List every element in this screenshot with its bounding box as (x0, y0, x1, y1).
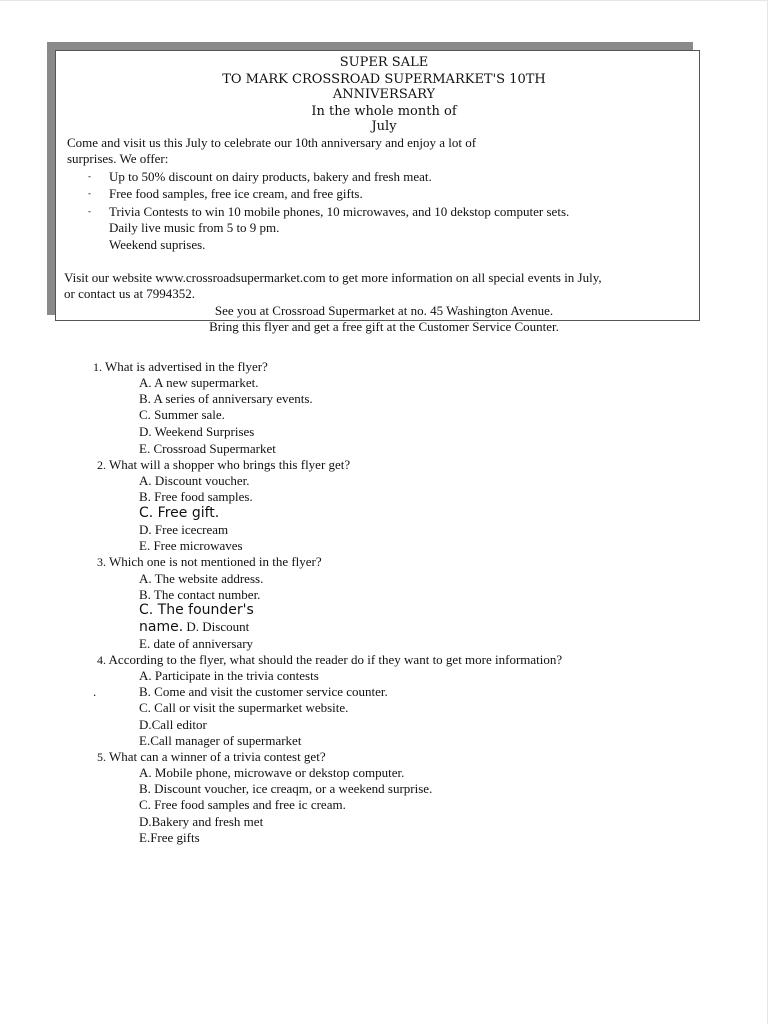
offer-item: Weekend suprises. (109, 237, 206, 252)
flyer-footer: Bring this flyer and get a free gift at the Customer Service Counter. (209, 319, 559, 334)
question-number: 3. (97, 555, 106, 569)
flyer-contact: Visit our website www.crossroadsupermarket.com to get more information on all special events in July, (64, 270, 602, 285)
question-text: What will a shopper who brings this flyer get? (109, 457, 351, 472)
answer-option: B. A series of anniversary events. (139, 391, 313, 406)
flyer-title: SUPER SALE (339, 55, 429, 70)
answer-option: E. date of anniversary (139, 636, 254, 651)
flyer-title-line: ANNIVERSARY (332, 87, 436, 102)
flyer-intro: surprises. We offer: (67, 151, 169, 166)
answer-option: E. Free microwaves (139, 538, 243, 553)
answer-option-continued: name. (139, 619, 184, 635)
offer-item: Daily live music from 5 to 9 pm. (109, 220, 280, 235)
answer-option: C. Free food samples and free ic cream. (139, 797, 346, 812)
bullet-icon: - (88, 171, 91, 181)
answer-option: C. Free gift. (139, 505, 220, 521)
answer-option: A. Mobile phone, microwave or dekstop computer. (139, 765, 405, 780)
question-2 (97, 457, 350, 473)
answer-option: D. Weekend Surprises (139, 424, 255, 439)
flyer-subtitle: July (371, 119, 397, 134)
flyer-subtitle: In the whole month of (311, 104, 457, 119)
answer-option: A. Discount voucher. (139, 473, 250, 488)
question-text: Which one is not mentioned in the flyer? (109, 554, 322, 569)
answer-option: E. Crossroad Supermarket (139, 441, 276, 456)
offer-item: Up to 50% discount on dairy products, bakery and fresh meat. (109, 169, 432, 184)
bullet-icon: - (88, 206, 91, 216)
answer-option: B. Discount voucher, ice creaqm, or a weekend surprise. (139, 781, 433, 796)
page-edge (0, 0, 768, 1)
question-1 (93, 359, 268, 375)
answer-option: B. Come and visit the customer service counter. (139, 684, 388, 699)
question-number: 2. (97, 458, 106, 472)
answer-option: D. Discount (186, 619, 250, 634)
question-number: 1. (93, 360, 102, 374)
answer-option: A. A new supermarket. (139, 375, 259, 390)
answer-option: E.Free gifts (139, 830, 200, 845)
stray-mark: . (93, 684, 97, 699)
answer-option: D.Call editor (139, 717, 207, 732)
answer-option: C. Summer sale. (139, 407, 225, 422)
flyer-contact: or contact us at 7994352. (64, 286, 196, 301)
question-5 (97, 749, 326, 765)
question-3 (97, 554, 322, 570)
bullet-icon: - (88, 188, 91, 198)
answer-option: B. Free food samples. (139, 489, 253, 504)
answer-option: E.Call manager of supermarket (139, 733, 302, 748)
question-number: 4. (97, 653, 106, 667)
flyer-address: See you at Crossroad Supermarket at no. 45 Washington Avenue. (214, 303, 554, 318)
question-text: What can a winner of a trivia contest get? (109, 749, 326, 764)
offer-item: Free food samples, free ice cream, and free gifts. (109, 186, 363, 201)
question-number: 5. (97, 750, 106, 764)
answer-option-line (139, 619, 249, 635)
answer-option: D. Free icecream (139, 522, 229, 537)
answer-option: D.Bakery and fresh met (139, 814, 264, 829)
answer-option: A. Participate in the trivia contests (139, 668, 319, 683)
question-text: According to the flyer, what should the reader do if they want to get more information? (108, 652, 563, 667)
question-text: What is advertised in the flyer? (105, 359, 268, 374)
answer-option: C. Call or visit the supermarket website. (139, 700, 349, 715)
answer-option: A. The website address. (139, 571, 264, 586)
answer-option: C. The founder's (139, 602, 254, 618)
question-4 (97, 652, 562, 668)
flyer-intro: Come and visit us this July to celebrate our 10th anniversary and enjoy a lot of (67, 135, 477, 150)
answer-option: B. The contact number. (139, 587, 261, 602)
flyer-title-line: TO MARK CROSSROAD SUPERMARKET'S 10TH (222, 72, 546, 87)
offer-item: Trivia Contests to win 10 mobile phones, 10 microwaves, and 10 dekstop computer sets. (109, 204, 570, 219)
